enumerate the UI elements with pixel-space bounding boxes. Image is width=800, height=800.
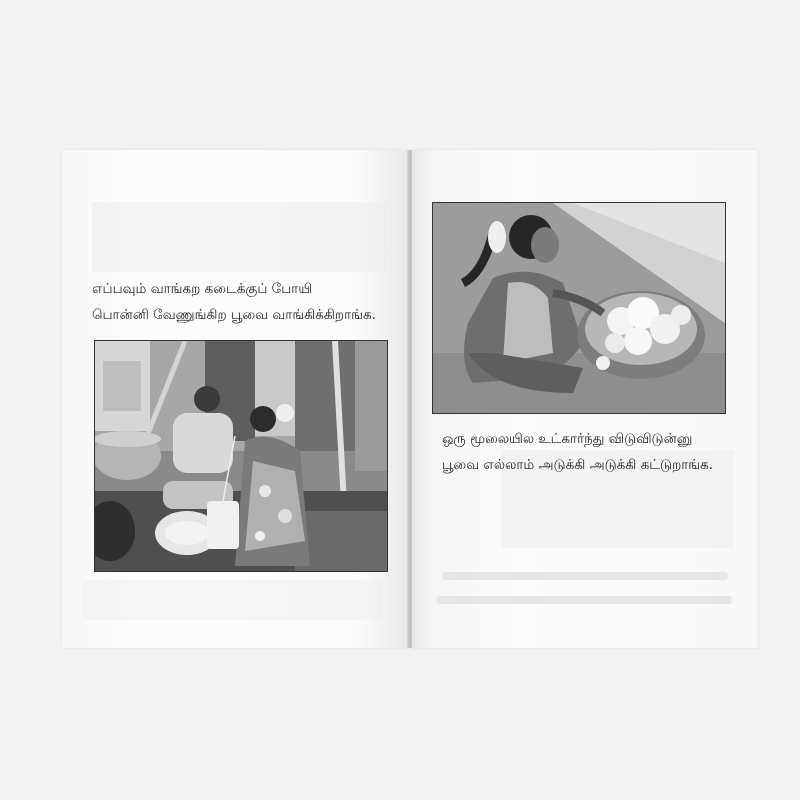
left-text-line-2: பொன்னி வேணுங்கிற பூவை வாங்கிக்கிறாங்க. xyxy=(92,307,376,323)
bleed-through-shadow xyxy=(92,202,386,272)
right-text-line-1: ஒரு மூலையில உட்கார்ந்து விடுவிடுன்னு xyxy=(442,431,693,447)
left-page xyxy=(62,150,408,648)
right-text-line-2: பூவை எல்லாம் அடுக்கி அடுக்கி கட்டுறாங்க. xyxy=(442,457,714,473)
open-book xyxy=(62,150,758,648)
flower-tying-photo xyxy=(432,202,726,414)
bleed-through-line xyxy=(442,572,728,580)
left-text-line-1: எப்பவும் வாங்கற கடைக்குப் போயி xyxy=(92,281,313,297)
right-page xyxy=(412,150,758,648)
left-text-block xyxy=(92,276,376,328)
right-text-block xyxy=(442,426,713,478)
bleed-through-shadow xyxy=(82,580,382,620)
market-photo xyxy=(94,340,388,572)
bleed-through-line xyxy=(436,596,732,604)
